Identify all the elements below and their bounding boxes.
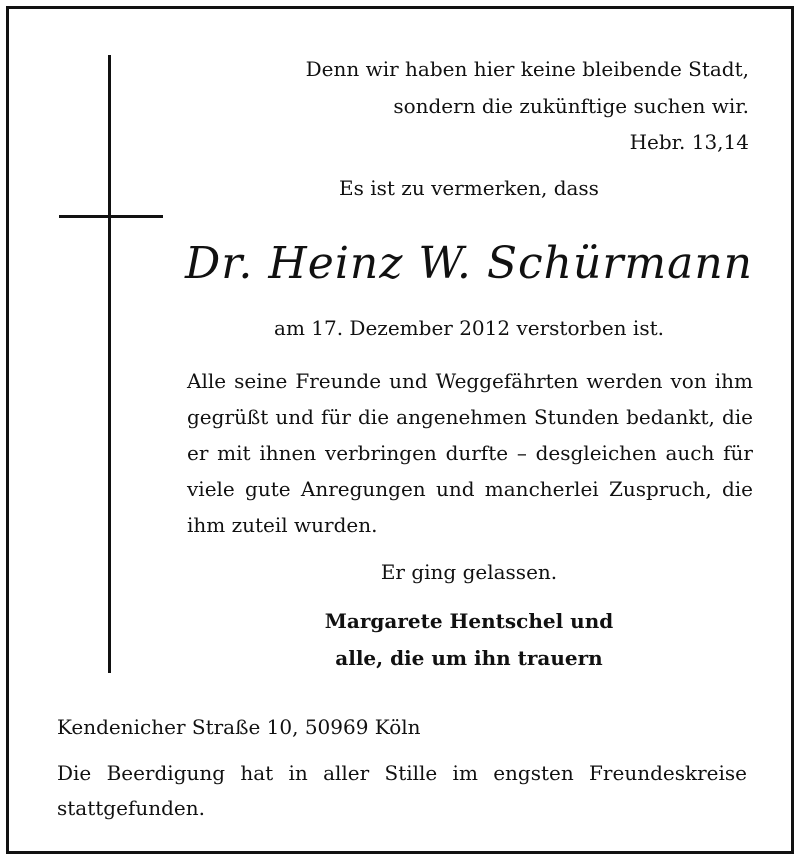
verse-reference: Hebr. 13,14 — [629, 130, 749, 154]
death-date-line: am 17. Dezember 2012 verstorben ist. — [274, 316, 664, 340]
funeral-note: Die Beerdigung hat in aller Stille im engsten Freundeskreise stattgefunden. — [57, 761, 747, 820]
address-line: Kendenicher Straße 10, 50969 Köln — [57, 715, 421, 739]
closing-line: Er ging gelassen. — [380, 560, 558, 584]
cross-vertical-bar — [108, 55, 111, 673]
signature-line-2: alle, die um ihn trauern — [335, 646, 603, 670]
deceased-name: Dr. Heinz W. Schürmann — [184, 238, 754, 289]
obituary-notice — [6, 6, 794, 854]
intro-text: Es ist zu vermerken, dass — [339, 176, 599, 200]
tribute-paragraph: Alle seine Freunde und Weggefährten werden von ihm gegrüßt und für die angenehmen Stunden bedankt, die er mit ihnen verbringen durfte – desgleichen auch für viele gute Anregungen und mancherlei Zuspruch, die ihm zuteil wurden. — [187, 369, 753, 537]
verse-line-1: Denn wir haben hier keine bleibende Stadt, — [305, 57, 749, 81]
cross-horizontal-bar — [59, 215, 163, 218]
signature-line-1: Margarete Hentschel und — [324, 609, 614, 633]
verse-line-2: sondern die zukünftige suchen wir. — [393, 94, 749, 118]
